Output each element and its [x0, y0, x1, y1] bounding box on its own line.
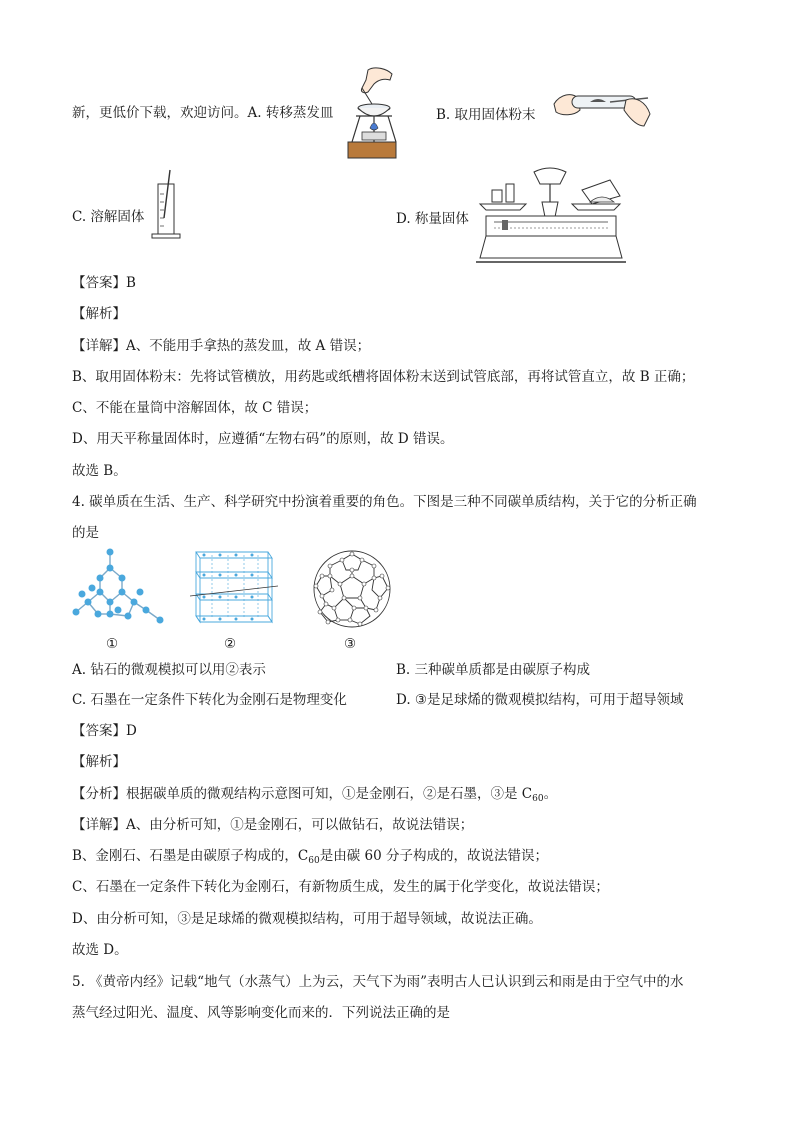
q4-detail-line-1: 【详解】A、由分析可知，①是金刚石，可以做钻石，故说法错误； [72, 817, 474, 833]
q4-analysis-line-1 [72, 784, 557, 809]
q3-analysis-heading: 【解析】 [72, 306, 126, 322]
q5-stem-line-1: 5. 《黄帝内经》记载“地气（水蒸气）上为云，天气下为雨”表明古人已认识到云和雨是由于空气中的水 [72, 974, 684, 990]
q4-detail-line-4: D、由分析可知，③是足球烯的微观模拟结构，可用于超导领域，故说法正确。 [72, 911, 542, 927]
q3-choose: 故选 B。 [72, 463, 127, 479]
q3-answer: 【答案】B [72, 275, 136, 291]
q4-option-c: C. 石墨在一定条件下转化为金刚石是物理变化 [72, 692, 347, 708]
q3-detail-line-1: 【详解】A、不能用手拿热的蒸发皿，故 A 错误； [72, 338, 371, 354]
diamond-structure-figure [70, 548, 166, 628]
figure-label-2: ② [224, 636, 237, 652]
q4-detail-line-2 [72, 846, 548, 871]
q3-option-a-text: 新，更低价下载，欢迎访问。A. 转移蒸发皿 [72, 105, 334, 121]
q4-answer: 【答案】D [72, 723, 137, 739]
q4-option-d: D. ③是足球烯的微观模拟结构，可用于超导领域 [396, 692, 684, 708]
q4-detail-2-text: B、金刚石、石墨是由碳原子构成的，C [72, 848, 309, 864]
q3-detail-line-3: C、不能在量筒中溶解固体，故 C 错误； [72, 400, 318, 416]
q5-stem-line-2: 蒸气经过阳光、温度、风等影响变化而来的．下列说法正确的是 [72, 1005, 450, 1021]
evaporating-dish-figure [338, 66, 402, 160]
c60-subscript: 60 [308, 856, 320, 866]
q3-option-c-text: C. 溶解固体 [72, 209, 145, 225]
q4-stem-line-2: 的是 [72, 525, 99, 541]
q3-option-d-text: D. 称量固体 [396, 211, 469, 227]
q4-analysis-heading: 【解析】 [72, 754, 126, 770]
q4-detail-2-rest: 是由碳 60 分子构成的，故说法错误； [319, 848, 548, 864]
q4-option-a: A. 钻石的微观模拟可以用②表示 [72, 662, 266, 678]
q4-analysis-end: 。 [543, 786, 558, 802]
balance-scale-figure [472, 162, 628, 266]
q3-option-b-text: B. 取用固体粉末 [436, 107, 536, 123]
c60-subscript: 60 [532, 794, 544, 804]
q4-option-b: B. 三种碳单质都是由碳原子构成 [396, 662, 591, 678]
test-tube-powder-figure [550, 86, 654, 132]
figure-label-1: ① [106, 636, 119, 652]
q4-detail-line-3: C、石墨在一定条件下转化为金刚石，有新物质生成，发生的属于化学变化，故说法错误； [72, 879, 609, 895]
q4-stem-line-1: 4. 碳单质在生活、生产、科学研究中扮演着重要的角色。下图是三种不同碳单质结构，关于它的分析正确 [72, 494, 697, 510]
figure-label-3: ③ [344, 636, 357, 652]
graduated-cylinder-figure [148, 168, 182, 240]
graphite-structure-figure [188, 546, 278, 630]
q3-detail-line-4: D、用天平称量固体时，应遵循“左物右码”的原则，故 D 错误。 [72, 431, 454, 447]
q4-choose: 故选 D。 [72, 942, 128, 958]
q3-detail-line-2: B、取用固体粉末：先将试管横放，用药匙或纸槽将固体粉末送到试管底部，再将试管直立，故 B 正确； [72, 369, 695, 385]
q4-analysis-text: 【分析】根据碳单质的微观结构示意图可知，①是金刚石，②是石墨，③是 C [72, 786, 533, 802]
fullerene-structure-figure [308, 546, 396, 632]
